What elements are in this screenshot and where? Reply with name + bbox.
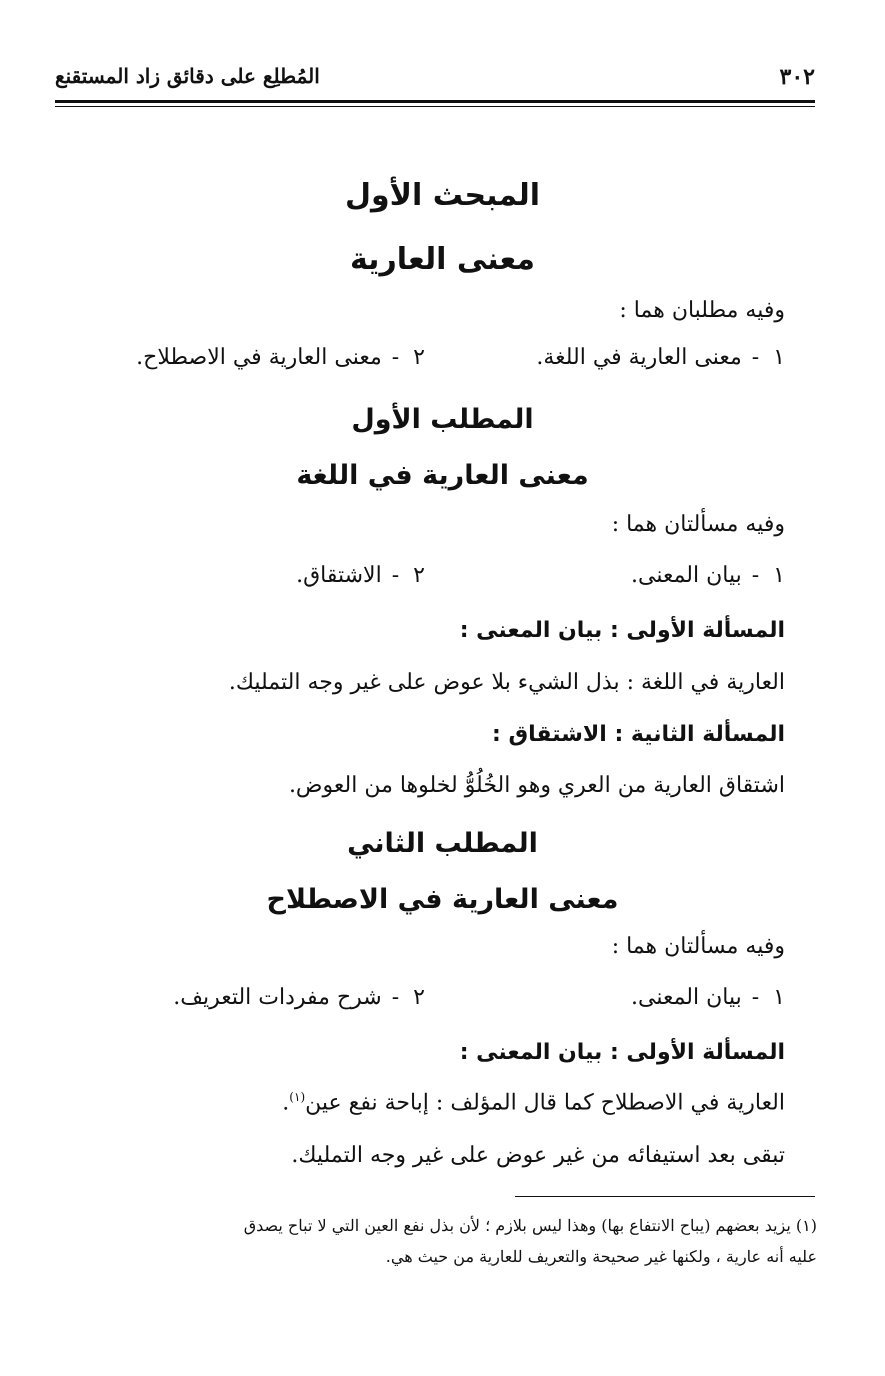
- question-title: المسألة الثانية : الاشتقاق :: [492, 722, 785, 747]
- list-item: ٢-شرح مفردات التعريف.: [173, 985, 425, 1010]
- book-title: المُطلِع على دقائق زاد المستقنع: [55, 64, 320, 88]
- list-number: ٢: [413, 563, 425, 588]
- list-text: بيان المعنى.: [631, 563, 742, 588]
- paragraph: تبقى بعد استيفائه من غير عوض على غير وجه التمليك.: [291, 1143, 785, 1168]
- definition-text: العارية في الاصطلاح كما قال المؤلف : إباحة نفع عين: [305, 1090, 785, 1116]
- question-title: المسألة الأولى : بيان المعنى :: [459, 618, 785, 643]
- list-number: ١: [773, 345, 785, 370]
- list-item: ٢-معنى العارية في الاصطلاح.: [136, 345, 425, 370]
- intro-text: وفيه مسألتان هما :: [611, 512, 785, 537]
- footnote: [57, 1210, 817, 1272]
- list-text: الاشتقاق.: [296, 563, 382, 588]
- section-subtitle: معنى العارية: [349, 242, 536, 277]
- list-text: بيان المعنى.: [631, 985, 742, 1010]
- section-title: المبحث الأول: [344, 178, 541, 213]
- footnote-line: عليه أنه عارية ، ولكنها غير صحيحة والتعريف للعارية من حيث هي.: [385, 1247, 817, 1266]
- footnote-separator: [515, 1196, 815, 1197]
- list-item: ١-معنى العارية في اللغة.: [536, 345, 785, 370]
- paragraph: [282, 1090, 785, 1115]
- list-number: ٢: [413, 985, 425, 1010]
- matlab-subtitle: معنى العارية في الاصطلاح: [266, 884, 619, 915]
- matlab-subtitle: معنى العارية في اللغة: [296, 460, 589, 491]
- list-number: ١: [773, 563, 785, 588]
- paragraph: العارية في اللغة : بذل الشيء بلا عوض على غير وجه التمليك.: [228, 670, 785, 695]
- question-title: المسألة الأولى : بيان المعنى :: [459, 1040, 785, 1065]
- period: .: [282, 1090, 290, 1116]
- intro-text: وفيه مسألتان هما :: [611, 934, 785, 959]
- running-header: [55, 62, 815, 102]
- list-text: شرح مفردات التعريف.: [173, 985, 382, 1010]
- page-number: ٣٠٢: [779, 64, 815, 90]
- intro-text: وفيه مطلبان هما :: [619, 298, 785, 323]
- matlab-title: المطلب الأول: [351, 404, 534, 435]
- footnote-line: (١) يزيد بعضهم (يباح الانتفاع بها) وهذا ليس بلازم ؛ لأن بذل نفع العين التي لا تباح يصدق: [243, 1216, 817, 1235]
- paragraph: اشتقاق العارية من العري وهو الخُلُوُّ لخلوها من العوض.: [288, 773, 785, 798]
- header-rule-thick: [55, 100, 815, 103]
- list-number: ١: [773, 985, 785, 1010]
- list-item: ١-بيان المعنى.: [631, 985, 785, 1010]
- list-item: ١-بيان المعنى.: [631, 563, 785, 588]
- header-rule-thin: [55, 106, 815, 107]
- matlab-title: المطلب الثاني: [347, 828, 538, 859]
- footnote-ref: (١): [289, 1090, 306, 1104]
- list-text: معنى العارية في الاصطلاح.: [136, 345, 382, 370]
- list-item: ٢-الاشتقاق.: [296, 563, 425, 588]
- list-text: معنى العارية في اللغة.: [536, 345, 742, 370]
- list-number: ٢: [413, 345, 425, 370]
